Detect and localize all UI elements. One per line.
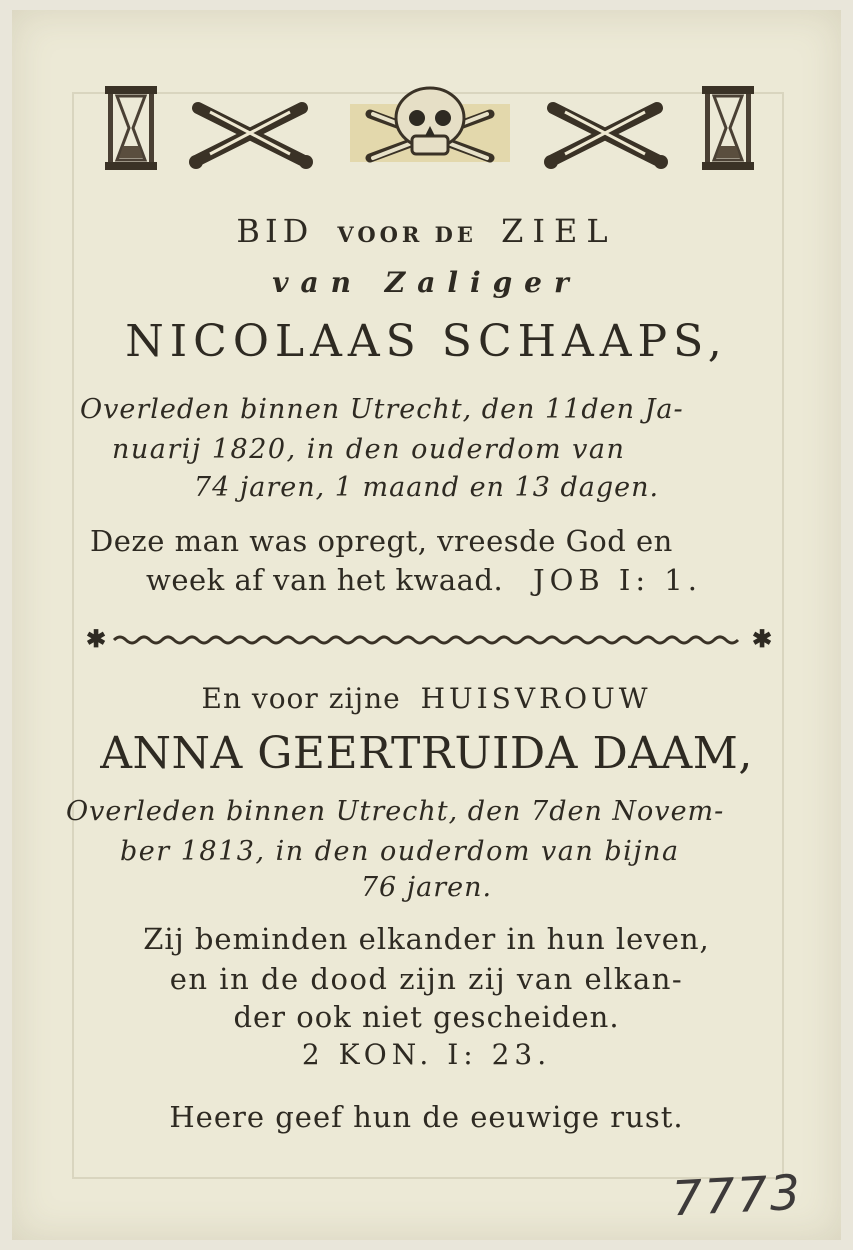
death-line-3: 74 jaren, 1 maand en 13 dagen.: [193, 472, 660, 503]
death2-line-2: ber 1813, in den ouderdom van bijna: [120, 836, 680, 867]
heading-line-1: [0, 212, 853, 250]
death-line-1: Overleden binnen Utrecht, den 11den Ja-: [80, 394, 684, 425]
intro-huisvrouw: HUISVROUW: [420, 682, 652, 715]
archive-number: 7773: [670, 1164, 804, 1228]
wavy-divider: [92, 630, 772, 650]
death2-line-3: 76 jaren.: [360, 872, 493, 903]
description-line-1: Deze man was opregt, vreesde God en: [90, 524, 673, 558]
bible-reference-kon: 2 KON. I: 23.: [301, 1038, 552, 1071]
heading-van-zaliger: van Zaliger: [272, 266, 581, 299]
closing-prayer: Heere geef hun de eeuwige rust.: [169, 1100, 684, 1134]
description2-line-2: en in de dood zijn zij van elkan-: [169, 962, 684, 996]
intro-line: [0, 682, 853, 715]
description-line-2: [146, 563, 702, 597]
description-text: week af van het kwaad.: [146, 563, 504, 597]
heading-bid: BID: [236, 212, 314, 250]
description2-line-1: Zij beminden elkander in hun leven,: [143, 922, 710, 956]
skull-and-crossbones-icon: [350, 88, 510, 162]
crossed-bones-icon: [189, 108, 313, 169]
hourglass-icon: [702, 86, 754, 170]
death-line-2: nuarij 1820, in den ouderdom van: [112, 434, 626, 465]
ornament-row: [0, 80, 853, 180]
divider-star-left: ✱: [86, 624, 107, 653]
bible-reference-job: JOB I: 1.: [532, 563, 702, 597]
death2-line-1: Overleden binnen Utrecht, den 7den Novem-: [66, 796, 725, 827]
intro-text: En voor zijne: [201, 682, 401, 715]
crossed-bones-icon: [544, 108, 668, 169]
heading-ziel: ZIEL: [501, 212, 617, 250]
heading-voor-de: VOOR DE: [337, 222, 477, 247]
hourglass-icon: [105, 86, 157, 170]
name-anna-geertruida-daam: ANNA GEERTRUIDA DAAM,: [100, 728, 753, 779]
description2-line-3: der ook niet gescheiden.: [233, 1000, 620, 1034]
name-nicolaas-schaaps: NICOLAAS SCHAAPS,: [125, 316, 728, 367]
divider-star-right: ✱: [752, 624, 773, 653]
